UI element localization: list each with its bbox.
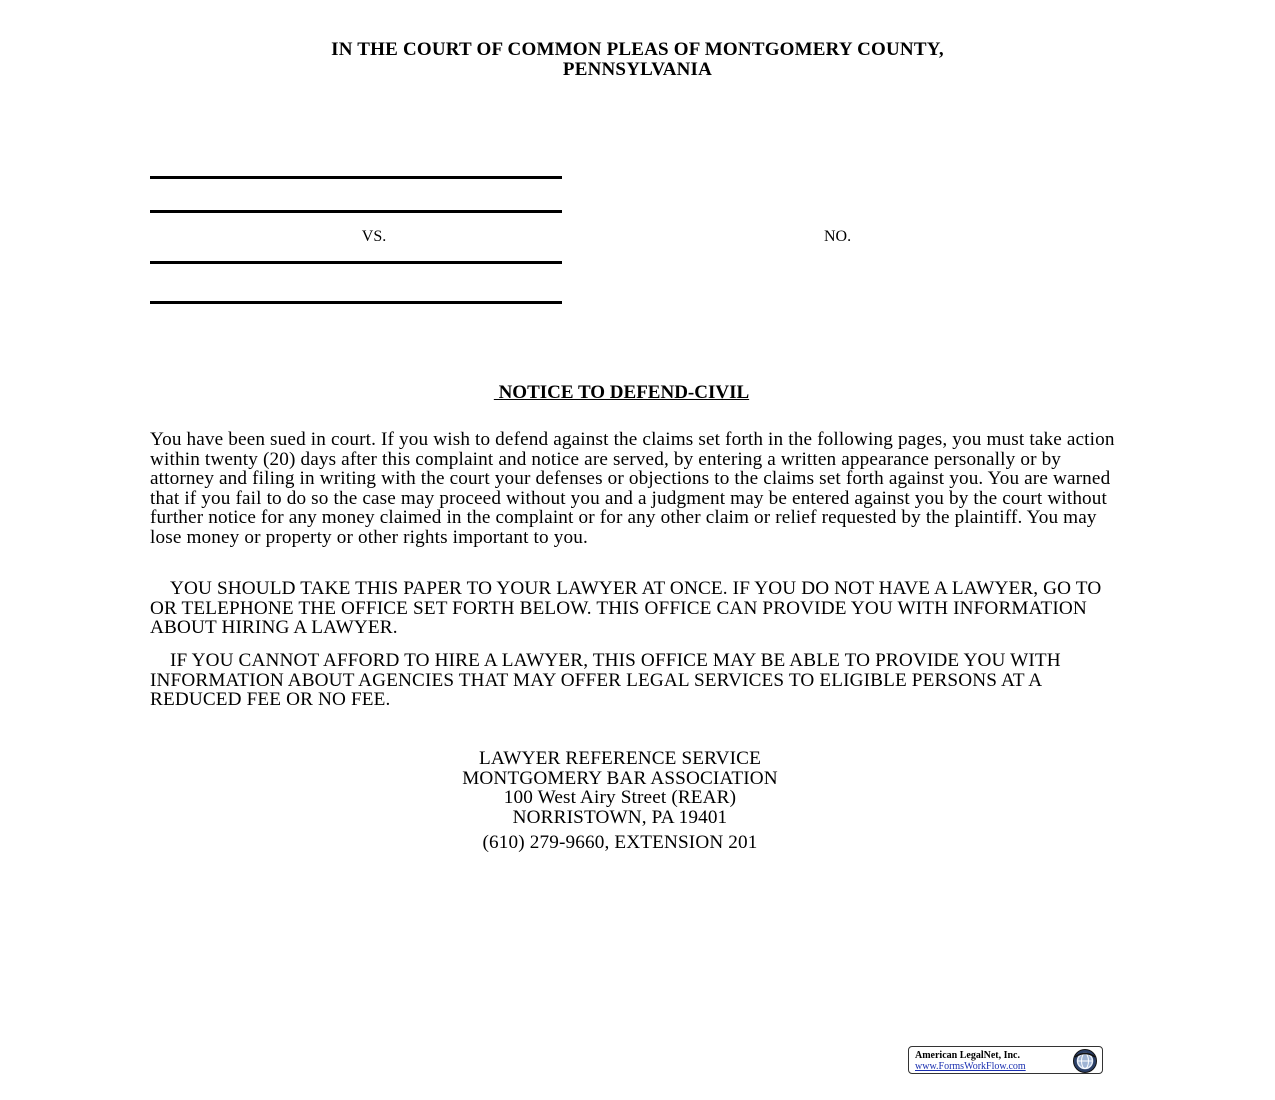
court-header xyxy=(0,40,1275,80)
versus-label: VS. xyxy=(361,228,387,245)
court-header-line-1: IN THE COURT OF COMMON PLEAS OF MONTGOMERY COUNTY, xyxy=(331,39,944,60)
badge-company-name: American LegalNet, Inc. xyxy=(915,1050,1020,1061)
american-legalnet-badge[interactable] xyxy=(908,1046,1103,1074)
notice-title: NOTICE TO DEFEND-CIVIL xyxy=(493,382,750,403)
plaintiff-name-line-2 xyxy=(150,210,562,213)
defendant-name-line-1 xyxy=(150,261,562,264)
service-organization: MONTGOMERY BAR ASSOCIATION xyxy=(462,767,778,789)
notice-paragraph-1: You have been sued in court. If you wish to defend against the claims set forth in the following pages, you must take action within twenty (20) days after this complaint and notice are served, by entering a written appearance personally or by attorney and filing in writing with the court your defenses or objections to the claims set forth against you. You are warned that if you fail to do so the case may proceed without you and a judgment may be entered against you by the court without further notice for any money claimed in the complaint or for any other claim or relief requested by the plaintiff. You may lose money or property or other rights important to you. xyxy=(150,429,1115,548)
notice-paragraph-3: IF YOU CANNOT AFFORD TO HIRE A LAWYER, THIS OFFICE MAY BE ABLE TO PROVIDE YOU WITH INFORMATION ABOUT AGENCIES THAT MAY OFFER LEGAL SERVICES TO ELIGIBLE PERSONS AT A REDUCED FEE OR NO FEE. xyxy=(150,650,1061,710)
service-street: 100 West Airy Street (REAR) xyxy=(503,787,737,808)
case-number-label: NO. xyxy=(824,228,852,245)
plaintiff-name-line-1 xyxy=(150,176,562,179)
globe-logo-icon xyxy=(1072,1048,1098,1074)
service-phone: (610) 279-9660, EXTENSION 201 xyxy=(482,832,758,853)
notice-paragraph-2: YOU SHOULD TAKE THIS PAPER TO YOUR LAWYER AT ONCE. IF YOU DO NOT HAVE A LAWYER, GO TO OR TELEPHONE THE OFFICE SET FORTH BELOW. THIS OFFICE CAN PROVIDE YOU WITH INFORMATION ABOUT HIRING A LAWYER. xyxy=(150,578,1102,638)
court-header-line-2: PENNSYLVANIA xyxy=(562,59,713,80)
defendant-name-line-2 xyxy=(150,301,562,304)
lawyer-reference-service-block xyxy=(0,749,1240,853)
badge-website-link[interactable]: www.FormsWorkFlow.com xyxy=(915,1061,1026,1072)
service-name: LAWYER REFERENCE SERVICE xyxy=(479,748,761,769)
service-city: NORRISTOWN, PA 19401 xyxy=(512,806,728,828)
